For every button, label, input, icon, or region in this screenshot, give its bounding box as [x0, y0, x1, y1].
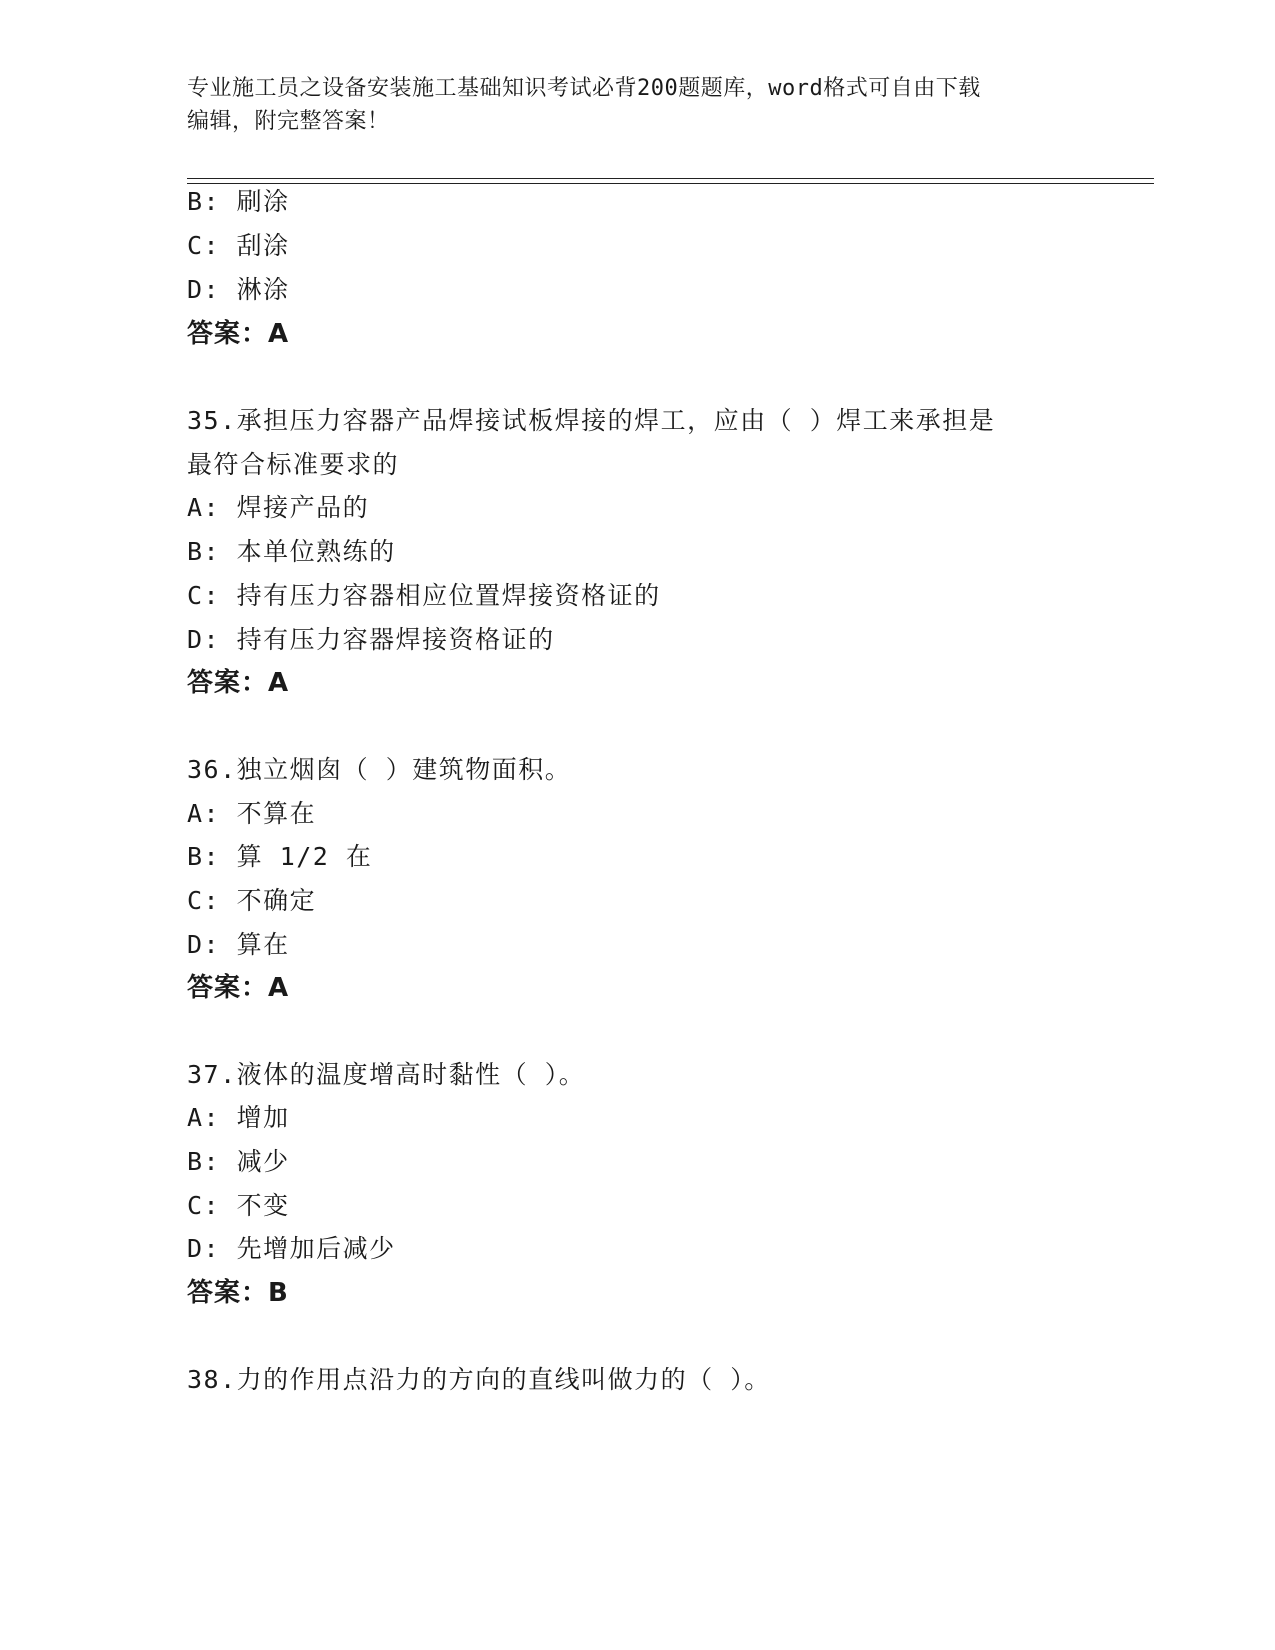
q34-option-b: B: 刷涂: [187, 187, 290, 216]
header-divider: [187, 178, 1154, 184]
q35-stem-line1: 35.承担压力容器产品焊接试板焊接的焊工，应由（ ）焊工来承担是: [187, 406, 996, 435]
q35-stem-line2: 最符合标准要求的: [187, 450, 400, 479]
q38-stem: 38.力的作用点沿力的方向的直线叫做力的（ ）。: [187, 1365, 771, 1394]
q34-answer: 答案：A: [187, 319, 290, 349]
q35-option-b: B: 本单位熟练的: [187, 537, 396, 566]
q34-option-d: D: 淋涂: [187, 275, 290, 304]
q35-option-d: D: 持有压力容器焊接资格证的: [187, 625, 555, 654]
q37-option-d: D: 先增加后减少: [187, 1234, 396, 1263]
q36-stem: 36.独立烟囱（ ）建筑物面积。: [187, 755, 572, 784]
q37-option-a: A: 增加: [187, 1103, 290, 1132]
page-header: [187, 72, 1087, 138]
q36-option-c: C: 不确定: [187, 886, 317, 915]
q37-answer: 答案：B: [187, 1278, 289, 1308]
q34-option-c: C: 刮涂: [187, 231, 290, 260]
q36-answer: 答案：A: [187, 973, 290, 1003]
q36-option-d: D: 算在: [187, 930, 290, 959]
q37-option-b: B: 减少: [187, 1147, 290, 1176]
q35-option-c: C: 持有压力容器相应位置焊接资格证的: [187, 581, 661, 610]
q36-option-b: B: 算 1/2 在: [187, 842, 373, 871]
q36-option-a: A: 不算在: [187, 799, 317, 828]
q37-option-c: C: 不变: [187, 1191, 290, 1220]
q35-answer: 答案：A: [187, 668, 290, 698]
header-title-line1: 专业施工员之设备安装施工基础知识考试必背200题题库，word格式可自由下载: [187, 76, 981, 101]
q37-stem: 37.液体的温度增高时黏性（ ）。: [187, 1060, 586, 1089]
q35-option-a: A: 焊接产品的: [187, 493, 370, 522]
header-title-line2: 编辑，附完整答案！: [187, 109, 390, 134]
